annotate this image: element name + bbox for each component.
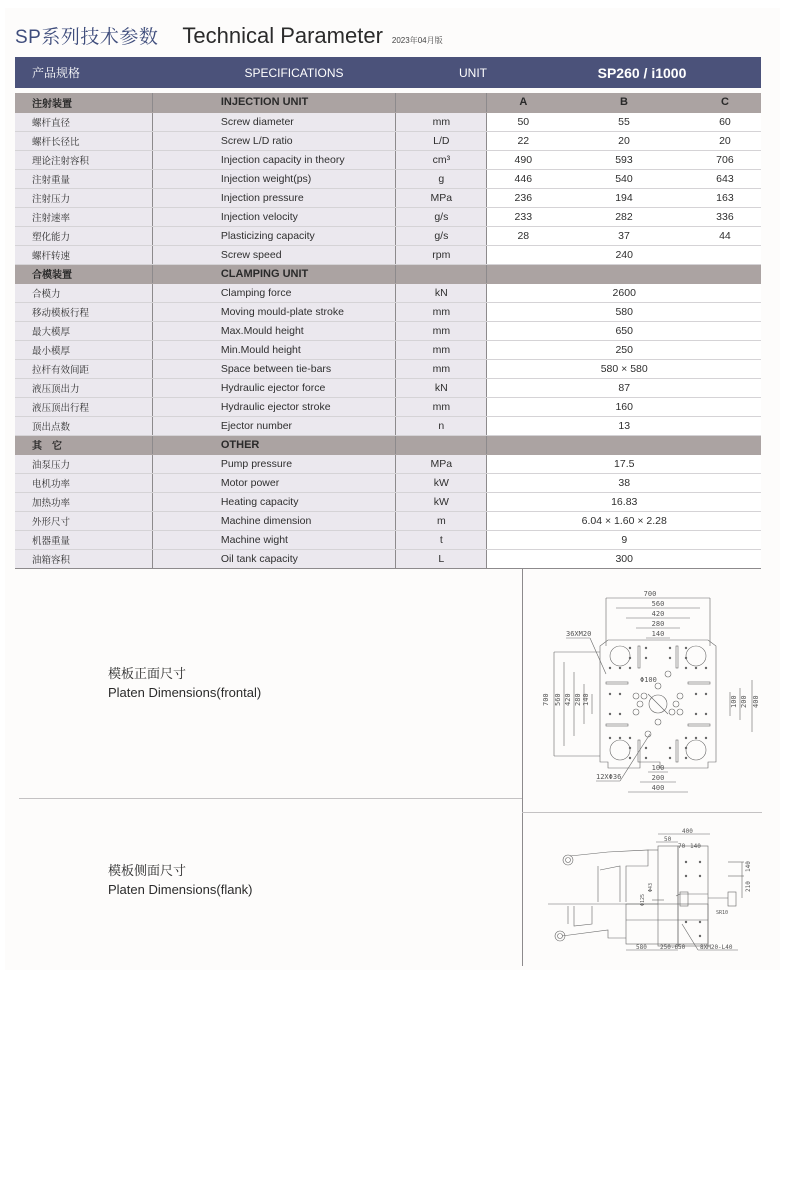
table-row: 油泵压力 Pump pressure MPa 17.5 xyxy=(15,454,761,473)
svg-text:Φ125: Φ125 xyxy=(640,893,646,906)
table-row: 油箱容积 Oil tank capacity L 300 xyxy=(15,549,761,568)
table-row: 最大模厚 Max.Mould height mm 650 xyxy=(15,321,761,340)
svg-text:200: 200 xyxy=(651,774,665,782)
svg-text:420: 420 xyxy=(651,610,665,618)
svg-text:200: 200 xyxy=(740,695,748,708)
svg-text:Φ43: Φ43 xyxy=(648,882,654,892)
platen-flank-drawing xyxy=(548,826,768,958)
svg-text:8XM20-L40: 8XM20-L40 xyxy=(700,944,733,951)
table-row: 电机功率 Motor power kW 38 xyxy=(15,473,761,492)
svg-text:140: 140 xyxy=(582,693,590,706)
svg-text:100: 100 xyxy=(651,764,665,772)
svg-text:Φ100: Φ100 xyxy=(640,676,657,684)
header-model: SP260 / i1000 xyxy=(597,64,687,81)
svg-text:560: 560 xyxy=(651,600,665,608)
drawings-horizontal-divider xyxy=(19,798,522,799)
header-product-spec: 产品规格 xyxy=(32,66,81,80)
table-row: 顶出点数 Ejector number n 13 xyxy=(15,416,761,435)
svg-text:580: 580 xyxy=(636,944,647,951)
svg-text:250-650: 250-650 xyxy=(660,944,686,951)
table-row: 合模力 Clamping force kN 2600 xyxy=(15,283,761,302)
svg-text:140: 140 xyxy=(745,861,752,872)
table-row: 拉杆有效间距 Space between tie-bars mm 580 × 580 xyxy=(15,359,761,378)
table-row: 注射速率 Injection velocity g/s 233 282 336 xyxy=(15,207,761,226)
screw-type-b: B xyxy=(559,93,689,112)
svg-text:100: 100 xyxy=(730,695,738,708)
svg-text:700: 700 xyxy=(542,693,550,706)
table-row: 注射压力 Injection pressure MPa 236 194 163 xyxy=(15,188,761,207)
page-title xyxy=(15,22,443,52)
svg-text:280: 280 xyxy=(574,693,582,706)
header-specifications: SPECIFICATIONS xyxy=(244,65,344,80)
svg-text:50: 50 xyxy=(664,836,672,843)
svg-text:140: 140 xyxy=(651,630,665,638)
title-english: Technical Parameter xyxy=(182,23,383,48)
screw-type-c: C xyxy=(689,93,761,112)
svg-text:36XM20: 36XM20 xyxy=(566,630,592,638)
table-row: 最小模厚 Min.Mould height mm 250 xyxy=(15,340,761,359)
flank-drawing-label: 模板侧面尺寸 Platen Dimensions(flank) xyxy=(108,863,253,897)
svg-text:SR10: SR10 xyxy=(716,910,729,916)
table-row: 注射重量 Injection weight(ps) g 446 540 643 xyxy=(15,169,761,188)
table-row: 机器重量 Machine wight t 9 xyxy=(15,530,761,549)
section-other: 其 它 OTHER xyxy=(15,435,761,454)
svg-text:400: 400 xyxy=(752,695,760,708)
table-row: 塑化能力 Plasticizing capacity g/s 28 37 44 xyxy=(15,226,761,245)
screw-type-a: A xyxy=(487,93,559,112)
table-row: 加热功率 Heating capacity kW 16.83 xyxy=(15,492,761,511)
svg-text:400: 400 xyxy=(651,784,665,792)
table-row: 螺杆直径 Screw diameter mm 50 55 60 xyxy=(15,112,761,131)
svg-text:400: 400 xyxy=(682,828,693,835)
spec-table-header xyxy=(15,57,761,88)
header-unit: UNIT xyxy=(459,65,487,80)
version-label: 2023年04月版 xyxy=(391,36,443,45)
platen-frontal-drawing xyxy=(540,584,760,800)
table-row: 外形尺寸 Machine dimension m 6.04 × 1.60 × 2.28 xyxy=(15,511,761,530)
drawings-right-divider xyxy=(522,812,762,813)
table-row: 螺杆长径比 Screw L/D ratio L/D 22 20 20 xyxy=(15,131,761,150)
svg-text:12XΦ36: 12XΦ36 xyxy=(596,773,622,781)
table-row: 螺杆转速 Screw speed rpm 240 xyxy=(15,245,761,264)
frontal-drawing-label: 模板正面尺寸 Platen Dimensions(frontal) xyxy=(108,666,262,700)
svg-text:560: 560 xyxy=(554,693,562,706)
title-chinese: SP系列技术参数 xyxy=(15,27,159,48)
svg-text:210: 210 xyxy=(745,881,752,892)
svg-text:140: 140 xyxy=(690,843,701,850)
table-row: 液压顶出行程 Hydraulic ejector stroke mm 160 xyxy=(15,397,761,416)
svg-text:70: 70 xyxy=(678,843,686,850)
table-row: 移动模板行程 Moving mould-plate stroke mm 580 xyxy=(15,302,761,321)
section-injection-unit: 注射装置 INJECTION UNIT A B C xyxy=(15,93,761,112)
svg-text:280: 280 xyxy=(651,620,665,628)
svg-text:700: 700 xyxy=(643,590,657,598)
table-row: 理论注射容积 Injection capacity in theory cm³ 490 593 706 xyxy=(15,150,761,169)
svg-text:420: 420 xyxy=(564,693,572,706)
table-row: 液压顶出力 Hydraulic ejector force kN 87 xyxy=(15,378,761,397)
section-clamping-unit: 合模装置 CLAMPING UNIT xyxy=(15,264,761,283)
spec-table xyxy=(15,93,761,569)
drawings-vertical-divider xyxy=(522,568,523,966)
